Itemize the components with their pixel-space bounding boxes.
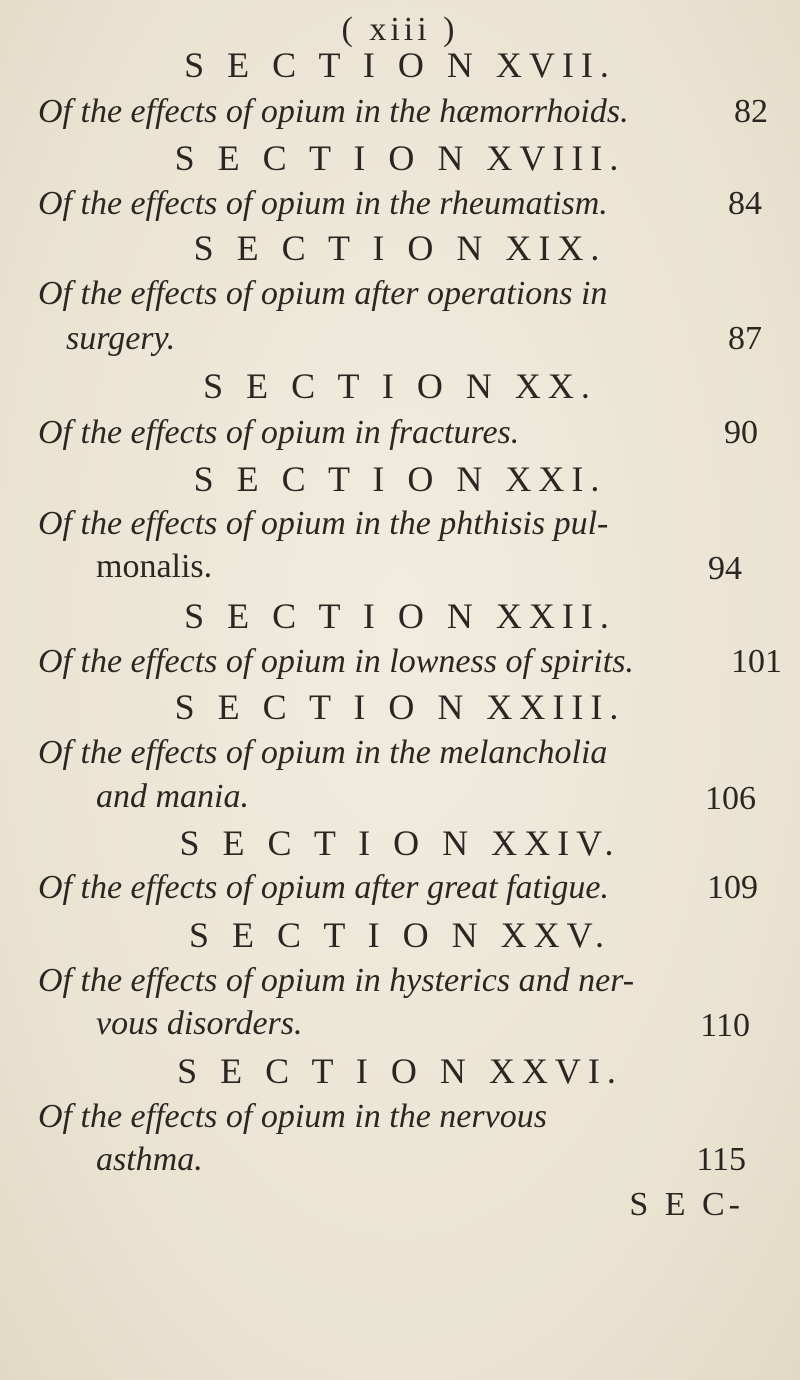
entry-title: Of the effects of opium in the rheumatism. <box>38 185 608 222</box>
entry-title: Of the effects of opium in the nervous <box>38 1098 547 1135</box>
section-heading: S E C T I O N XX. <box>203 366 597 406</box>
entry-title-continuation: surgery. <box>66 320 176 357</box>
entry-page: 101 <box>731 643 782 680</box>
entry-page: 110 <box>700 1007 750 1044</box>
entry-page: 84 <box>728 185 762 222</box>
entry-page: 106 <box>705 780 756 817</box>
entry-title: Of the effects of opium in hysterics and ner- <box>38 962 635 999</box>
section-heading: S E C T I O N XIX. <box>193 228 607 268</box>
entry-title: Of the effects of opium after great fatigue. <box>38 869 609 906</box>
section-heading: S E C T I O N XXII. <box>184 596 616 636</box>
entry-title-continuation: vous disorders. <box>96 1005 303 1042</box>
page-number: ( xiii ) <box>341 11 459 48</box>
entry-title: Of the effects of opium in fractures. <box>38 414 520 451</box>
entry-title: Of the effects of opium after operations in <box>38 275 608 312</box>
section-heading: S E C T I O N XVIII. <box>174 138 626 178</box>
entry-title-continuation: and mania. <box>96 778 249 815</box>
section-heading: S E C T I O N XXIII. <box>174 687 626 727</box>
entry-page: 82 <box>734 93 768 130</box>
entry-page: 115 <box>696 1141 746 1178</box>
section-heading: S E C T I O N XXVI. <box>177 1051 623 1091</box>
entry-title: Of the effects of opium in the hæmorrhoids. <box>38 93 629 130</box>
entry-title: Of the effects of opium in lowness of spirits. <box>38 643 634 680</box>
entry-page: 109 <box>707 869 758 906</box>
catchword: S E C- <box>629 1186 744 1223</box>
entry-title-continuation: monalis. <box>96 548 213 585</box>
section-heading: S E C T I O N XXIV. <box>179 823 621 863</box>
entry-title-continuation: asthma. <box>96 1141 203 1178</box>
entry-title: Of the effects of opium in the phthisis pul- <box>38 505 609 542</box>
entry-page: 87 <box>728 320 762 357</box>
entry-page: 90 <box>724 414 758 451</box>
entry-page: 94 <box>708 550 742 587</box>
section-heading: S E C T I O N XXV. <box>188 915 612 955</box>
section-heading: S E C T I O N XXI. <box>193 459 607 499</box>
entry-title: Of the effects of opium in the melancholia <box>38 734 608 771</box>
section-heading: S E C T I O N XVII. <box>184 45 616 85</box>
